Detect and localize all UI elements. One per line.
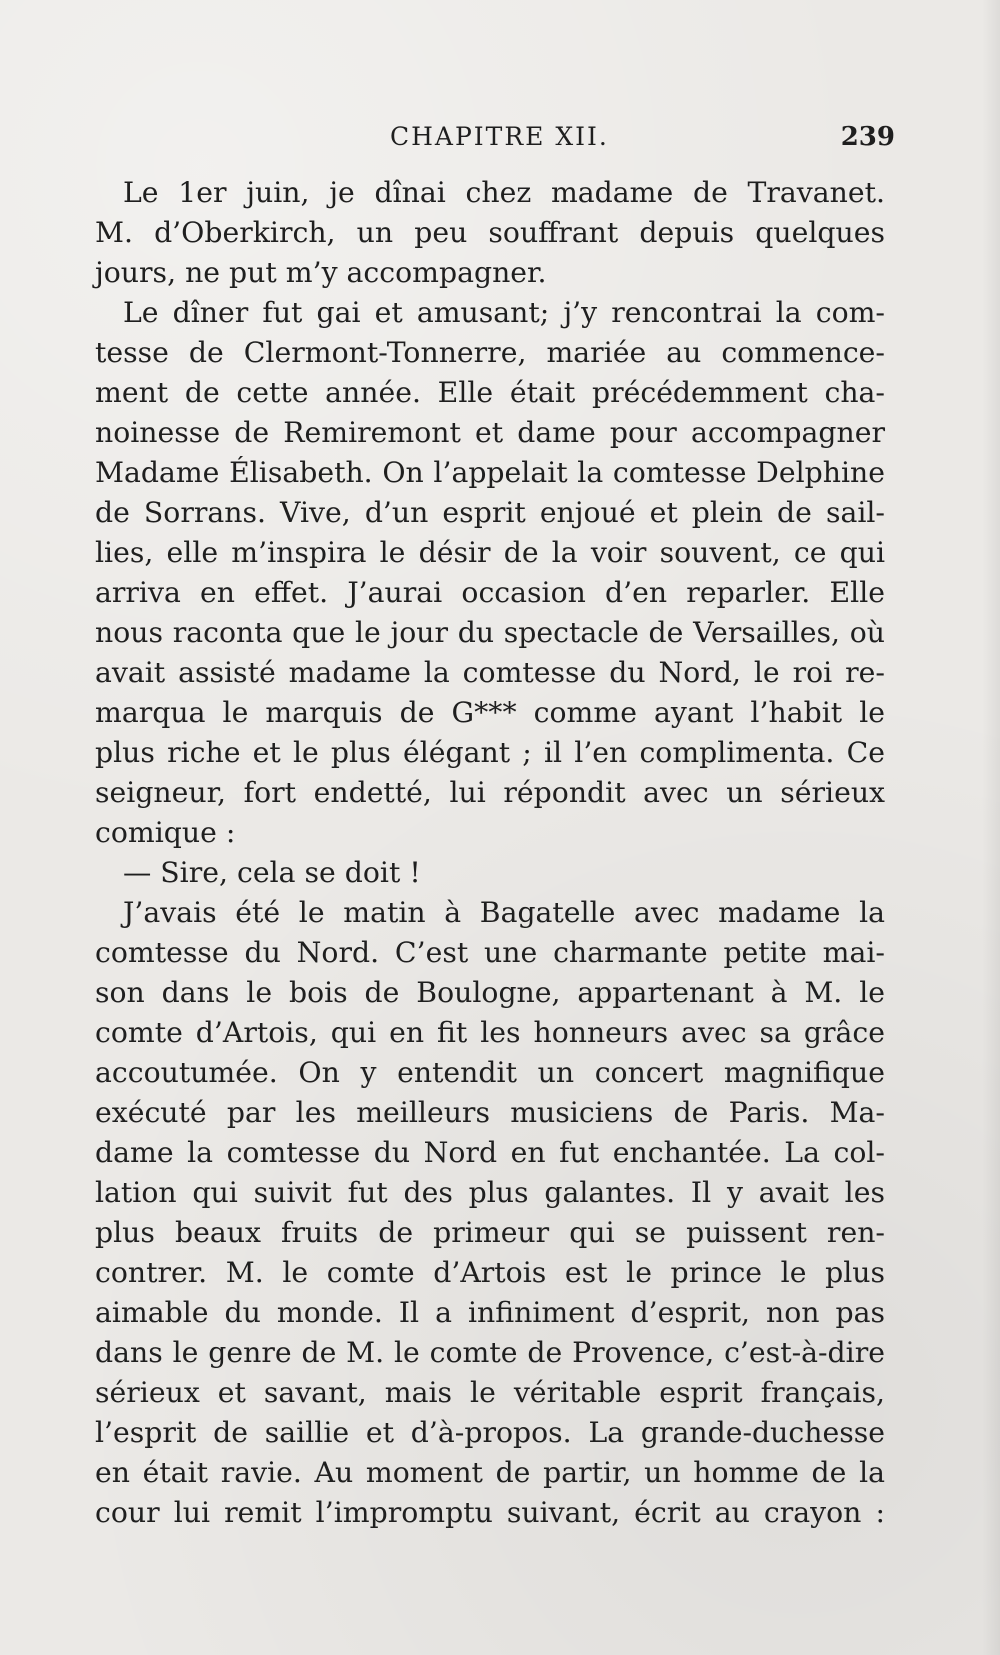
text-line: en était ravie. Au moment de partir, un homme de la xyxy=(95,1456,885,1489)
text-line: lies, elle m’inspira le désir de la voir souvent, ce qui xyxy=(95,536,885,569)
text-line: lation qui suivit fut des plus galantes. Il y avait les xyxy=(95,1176,885,1209)
text-line: jours, ne put m’y accompagner. xyxy=(95,256,547,289)
page-header xyxy=(95,122,895,156)
text-line: ment de cette année. Elle était précédemment cha- xyxy=(95,376,885,409)
running-head: CHAPITRE XII. xyxy=(390,122,609,151)
text-line: noinesse de Remiremont et dame pour accompagner xyxy=(95,416,885,449)
text-line: plus riche et le plus élégant ; il l’en complimenta. Ce xyxy=(95,736,885,769)
text-line: J’avais été le matin à Bagatelle avec madame la xyxy=(123,896,885,929)
text-line: M. d’Oberkirch, un peu souffrant depuis quelques xyxy=(95,216,885,249)
text-line: comte d’Artois, qui en fit les honneurs avec sa grâce xyxy=(95,1016,885,1049)
text-line: arriva en effet. J’aurai occasion d’en reparler. Elle xyxy=(95,576,885,609)
text-line: Madame Élisabeth. On l’appelait la comtesse Delphine xyxy=(95,456,885,489)
text-line: accoutumée. On y entendit un concert magnifique xyxy=(95,1056,885,1089)
text-line: — Sire, cela se doit ! xyxy=(123,856,421,889)
text-line: exécuté par les meilleurs musiciens de Paris. Ma- xyxy=(95,1096,885,1129)
text-line: nous raconta que le jour du spectacle de Versailles, où xyxy=(95,616,885,649)
text-line: aimable du monde. Il a infiniment d’esprit, non pas xyxy=(95,1296,885,1329)
body-text xyxy=(95,173,885,1533)
text-line: de Sorrans. Vive, d’un esprit enjoué et plein de sail- xyxy=(95,496,885,529)
text-line: dame la comtesse du Nord en fut enchantée. La col- xyxy=(95,1136,885,1169)
page-edge-shadow xyxy=(982,0,1000,1655)
text-line: avait assisté madame la comtesse du Nord, le roi re- xyxy=(95,656,885,689)
text-line: Le 1er juin, je dînai chez madame de Travanet. xyxy=(123,176,885,209)
text-line: contrer. M. le comte d’Artois est le prince le plus xyxy=(95,1256,885,1289)
text-line: plus beaux fruits de primeur qui se puissent ren- xyxy=(95,1216,885,1249)
text-line: Le dîner fut gai et amusant; j’y rencontrai la com- xyxy=(123,296,885,329)
text-line: comique : xyxy=(95,816,236,849)
text-line: tesse de Clermont-Tonnerre, mariée au commence- xyxy=(95,336,885,369)
text-line: l’esprit de saillie et d’à-propos. La grande-duchesse xyxy=(95,1416,885,1449)
text-line: sérieux et savant, mais le véritable esprit français, xyxy=(95,1376,885,1409)
text-line: comtesse du Nord. C’est une charmante petite mai- xyxy=(95,936,885,969)
text-line: marqua le marquis de G*** comme ayant l’habit le xyxy=(95,696,885,729)
page-number: 239 xyxy=(840,122,895,152)
text-line: seigneur, fort endetté, lui répondit avec un sérieux xyxy=(95,776,885,809)
text-line: cour lui remit l’impromptu suivant, écrit au crayon : xyxy=(95,1496,885,1529)
text-line: son dans le bois de Boulogne, appartenant à M. le xyxy=(95,976,885,1009)
text-line: dans le genre de M. le comte de Provence, c’est-à-dire xyxy=(95,1336,885,1369)
